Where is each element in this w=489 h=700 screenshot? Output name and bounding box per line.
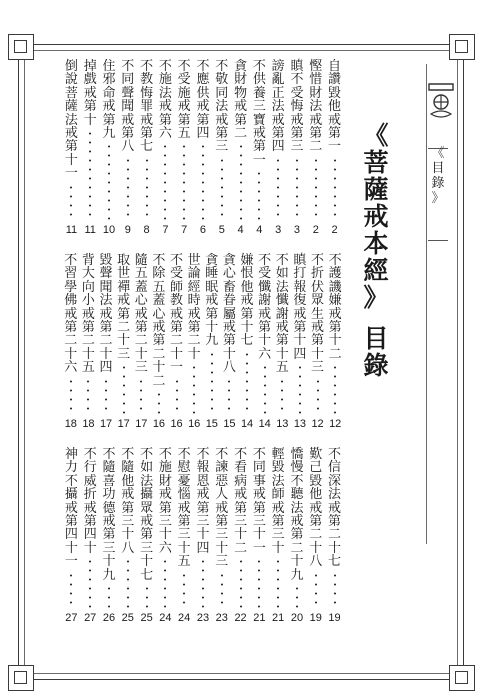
toc-entry-page: 27 (65, 612, 78, 624)
toc-entry-page: 24 (159, 612, 172, 624)
toc-entry-page: 23 (196, 612, 210, 624)
toc-leader-dots (221, 571, 223, 608)
toc-entry[interactable] (97, 254, 115, 430)
toc-entry[interactable] (81, 60, 100, 236)
toc-entry[interactable] (325, 448, 344, 624)
toc-entry-page: 10 (102, 224, 116, 236)
toc-leader-dots (258, 557, 260, 608)
toc-entry-page: 15 (205, 418, 218, 430)
toc-entry-page: 16 (188, 418, 201, 430)
toc-entry-page: 17 (117, 418, 130, 430)
toc-leader-dots (317, 377, 319, 414)
toc-entry-page: 20 (290, 612, 304, 624)
toc-entry[interactable] (274, 254, 292, 430)
toc-entry-title: 取 世 禪 戒 第 二 十 三 (117, 253, 131, 362)
toc-entry[interactable] (269, 448, 288, 624)
toc-entry-page: 12 (311, 418, 324, 430)
side-tab-rule-bottom (428, 240, 448, 243)
side-band (426, 64, 449, 544)
toc-entry[interactable] (231, 60, 250, 236)
toc-leader-dots (146, 584, 148, 608)
side-tab-label: 《 目 錄 》 (431, 146, 445, 206)
toc-leader-dots (334, 571, 336, 608)
toc-leader-dots (164, 557, 166, 608)
toc-entry-page: 15 (223, 418, 236, 430)
toc-entry-title: 不 慰 憂 惱 戒 第 三 十 五 (177, 447, 191, 570)
toc-entry[interactable] (288, 60, 307, 236)
toc-entry[interactable] (221, 254, 239, 430)
toc-entry[interactable] (185, 254, 203, 430)
toc-entry-title: 掉 戲 戒 第 十 (83, 59, 97, 128)
toc-leader-dots (277, 156, 279, 220)
toc-entry-title: 不 供 養 三 寶 戒 第 一 (252, 59, 266, 168)
toc-entry-page: 11 (84, 224, 96, 236)
toc-entry[interactable] (212, 60, 231, 236)
toc-entry-title: 不 信 深 法 戒 第 二 十 七 (328, 447, 342, 570)
toc-entry-title: 不 受 師 教 戒 第 二 十 一 (170, 253, 184, 376)
toc-entry-page: 18 (64, 418, 77, 430)
toc-entry-page: 21 (253, 612, 266, 624)
toc-entry[interactable] (325, 60, 344, 236)
toc-entry-title: 自 讚 毀 他 戒 第 一 (328, 59, 342, 155)
toc-entry[interactable] (150, 254, 168, 430)
toc-entry[interactable] (291, 254, 309, 430)
toc-entry[interactable] (115, 254, 133, 430)
toc-leader-dots (202, 557, 204, 608)
toc-entry[interactable] (250, 60, 269, 236)
corner-ornament-bottom-left (8, 665, 34, 691)
toc-entry-title: 貪 財 物 戒 第 二 (234, 59, 248, 142)
toc-leader-dots (105, 377, 107, 414)
knot-ornament-icon (425, 80, 457, 120)
toc-leader-dots (296, 156, 298, 220)
toc-leader-dots (158, 390, 160, 414)
toc-entry[interactable] (306, 448, 325, 624)
toc-entry-title: 隨 五 蓋 心 戒 第 二 十 三 (134, 253, 148, 376)
toc-entry-page: 2 (312, 224, 319, 236)
toc-leader-dots (221, 156, 223, 220)
toc-entry-page: 18 (82, 418, 95, 430)
toc-entry-page: 13 (293, 418, 307, 430)
toc-entry-title: 嫌 恨 他 戒 第 十 七 (240, 253, 254, 349)
toc-entry-title: 世 論 經 時 戒 第 二 十 (187, 253, 201, 362)
page-title: 《 菩 薩 戒 本 經 》 目 錄 (363, 121, 389, 380)
toc-entry[interactable] (118, 448, 137, 624)
toc-leader-dots (87, 377, 89, 414)
toc-block-1 (62, 60, 344, 236)
toc-leader-dots (296, 584, 298, 608)
toc-leader-dots (89, 557, 91, 608)
toc-leader-dots (315, 156, 317, 220)
toc-entry[interactable] (256, 254, 274, 430)
toc-entry[interactable] (137, 448, 156, 624)
toc-entry-title: 不 報 恩 戒 第 三 十 四 (196, 447, 210, 556)
toc-leader-dots (240, 142, 242, 220)
toc-entry-page: 4 (256, 224, 263, 236)
toc-entry-page: 19 (309, 612, 322, 624)
toc-entry-title: 住 邪 命 戒 第 九 (102, 59, 116, 142)
toc-entry-title: 不 同 事 戒 第 三 十 一 (252, 447, 266, 556)
toc-entry-page: 4 (237, 224, 244, 236)
toc-entry-page: 2 (331, 224, 338, 236)
toc-leader-dots (315, 571, 317, 608)
toc-entry[interactable] (133, 254, 151, 430)
toc-leader-dots (140, 377, 142, 414)
toc-entry-page: 23 (215, 612, 228, 624)
toc-entry[interactable] (288, 448, 307, 624)
toc-leader-dots (146, 156, 148, 220)
toc-entry-page: 27 (84, 612, 97, 624)
toc-entry[interactable] (80, 254, 98, 430)
toc-leader-dots (193, 363, 195, 414)
toc-entry-title: 不 行 威 折 戒 第 四 十 (83, 447, 97, 556)
toc-entry-title: 不 同 聲 聞 戒 第 八 (121, 59, 135, 155)
toc-entry-title: 貪 睡 眠 戒 第 十 九 (205, 253, 219, 349)
toc-entry[interactable] (156, 448, 175, 624)
toc-entry-page: 7 (162, 224, 169, 236)
toc-leader-dots (202, 142, 204, 220)
toc-entry[interactable] (203, 254, 221, 430)
toc-entry-page: 9 (124, 224, 131, 236)
toc-entry-title: 不 看 病 戒 第 三 十 二 (234, 447, 248, 556)
toc-leader-dots (127, 557, 129, 608)
toc-leader-dots (176, 377, 178, 414)
toc-entry-title: 不 護 譏 嫌 戒 第 十 二 (328, 253, 342, 362)
toc-entry-title: 慳 惜 財 法 戒 第 二 (309, 59, 323, 155)
toc-entry-title: 不 受 施 戒 第 五 (177, 59, 191, 142)
toc-entry[interactable] (238, 254, 256, 430)
toc-entry[interactable] (62, 448, 81, 624)
toc-entry-title: 不 如 法 攝 眾 戒 第 三 十 七 (140, 447, 154, 583)
toc-entry-page: 24 (178, 612, 191, 624)
toc-entry[interactable] (100, 448, 119, 624)
toc-entry-page: 3 (275, 224, 282, 236)
toc-entry[interactable] (194, 448, 213, 624)
toc-entry[interactable] (326, 254, 344, 430)
toc-entry-title: 背 大 向 小 戒 第 二 十 五 (81, 253, 95, 376)
toc-leader-dots (264, 363, 266, 414)
toc-leader-dots (334, 363, 336, 414)
toc-leader-dots (108, 584, 110, 608)
toc-entry-page: 17 (135, 418, 148, 430)
toc-leader-dots (164, 142, 166, 220)
toc-entry[interactable] (306, 60, 325, 236)
toc-entry-title: 不 折 伏 眾 生 戒 第 十 三 (311, 253, 325, 376)
toc-entry-title: 不 除 五 蓋 心 戒 第 二 十 二 (152, 253, 166, 389)
toc-entry[interactable] (231, 448, 250, 624)
toc-leader-dots (127, 156, 129, 220)
toc-leader-dots (281, 377, 283, 414)
toc-entry-title: 輕 毀 法 師 戒 第 三 十 (271, 447, 285, 556)
toc-leader-dots (123, 363, 125, 414)
toc-entry-page: 21 (272, 612, 285, 624)
toc-entry-title: 瞋 打 報 復 戒 第 十 四 (293, 253, 307, 362)
toc-leader-dots (334, 156, 336, 220)
toc-entry[interactable] (168, 254, 186, 430)
toc-entry-title: 毀 聲 聞 法 戒 第 二 十 四 (99, 253, 113, 376)
toc-entry[interactable] (62, 60, 81, 236)
corner-ornament-top-left (8, 34, 34, 60)
toc-entry-page: 22 (234, 612, 247, 624)
toc-entry-title: 憍 慢 不 聽 法 戒 第 二 十 九 (290, 447, 304, 583)
toc-entry-title: 瞋 不 受 悔 戒 第 三 (290, 59, 304, 155)
toc-entry-page: 8 (143, 224, 150, 236)
toc-leader-dots (258, 169, 260, 220)
toc-entry[interactable] (212, 448, 231, 624)
toc-entry-title: 不 施 法 戒 第 六 (158, 59, 172, 142)
toc-entry-page: 19 (328, 612, 341, 624)
toc-entry-title: 不 諫 惡 人 戒 第 三 十 三 (215, 447, 229, 570)
toc-entry-page: 14 (258, 418, 271, 430)
toc-entry-title: 不 施 財 戒 第 三 十 六 (158, 447, 172, 556)
toc-entry-page: 5 (218, 224, 225, 236)
toc-entry-title: 神 力 不 攝 戒 第 四 十 一 (64, 447, 78, 570)
toc-entry-page: 16 (152, 418, 166, 430)
toc-entry-page: 25 (140, 612, 153, 624)
toc-entry-page: 14 (240, 418, 254, 430)
toc-entry-title: 不 隨 喜 功 德 戒 第 三 十 九 (102, 447, 116, 583)
toc-entry-page: 16 (170, 418, 183, 430)
toc-entry[interactable] (156, 60, 175, 236)
toc-entry[interactable] (175, 448, 194, 624)
toc-leader-dots (299, 363, 301, 414)
toc-block-3 (62, 448, 344, 624)
toc-entry-page: 25 (121, 612, 134, 624)
toc-entry-title: 歎 己 毀 他 戒 第 二 十 八 (309, 447, 323, 570)
toc-entry-title: 謗 亂 正 法 戒 第 四 (271, 59, 285, 155)
toc-entry[interactable] (175, 60, 194, 236)
toc-entry-page: 26 (102, 612, 116, 624)
toc-entry-page: 17 (99, 418, 113, 430)
toc-leader-dots (228, 377, 230, 414)
toc-entry-page: 11 (65, 224, 78, 236)
toc-entry-title: 倒 說 菩 薩 法 戒 第 十 一 (64, 59, 78, 182)
toc-leader-dots (211, 350, 213, 414)
toc-entry[interactable] (118, 60, 137, 236)
toc-leader-dots (183, 142, 185, 220)
toc-leader-dots (70, 377, 72, 414)
toc-entry-title: 不 如 法 懺 謝 戒 第 十 五 (275, 253, 289, 376)
toc-entry-title: 不 教 悔 罪 戒 第 七 (140, 59, 154, 155)
toc-leader-dots (240, 557, 242, 608)
toc-entry-page: 7 (181, 224, 188, 236)
toc-leader-dots (70, 183, 72, 220)
toc-entry-title: 不 習 學 佛 戒 第 二 十 六 (64, 253, 78, 376)
toc-entry-title: 不 敬 同 法 戒 第 三 (215, 59, 229, 155)
toc-entry[interactable] (62, 254, 80, 430)
toc-entry-page: 3 (293, 224, 301, 236)
toc-entry[interactable] (309, 254, 327, 430)
toc-entry-title: 貪 心 畜 眷 屬 戒 第 十 八 (222, 253, 236, 376)
toc-entry-page: 13 (276, 418, 289, 430)
toc-leader-dots (89, 129, 91, 220)
toc-entry-page: 6 (199, 224, 207, 236)
toc-leader-dots (183, 571, 185, 608)
toc-leader-dots (70, 571, 72, 608)
toc-entry[interactable] (100, 60, 119, 236)
toc-entry[interactable] (194, 60, 213, 236)
toc-entry-title: 不 隨 他 戒 第 三 十 八 (121, 447, 135, 556)
toc-block-2 (62, 254, 344, 430)
toc-entry[interactable] (81, 448, 100, 624)
corner-ornament-top-right (449, 34, 475, 60)
toc-entry-title: 不 應 供 戒 第 四 (196, 59, 210, 142)
toc-entry[interactable] (269, 60, 288, 236)
toc-entry[interactable] (137, 60, 156, 236)
toc-entry[interactable] (250, 448, 269, 624)
toc-entry-page: 12 (329, 418, 342, 430)
corner-ornament-bottom-right (449, 665, 475, 691)
toc-leader-dots (246, 350, 248, 414)
toc-leader-dots (108, 142, 110, 220)
toc-leader-dots (277, 557, 279, 608)
toc-entry-title: 不 受 懺 謝 戒 第 十 六 (258, 253, 272, 362)
